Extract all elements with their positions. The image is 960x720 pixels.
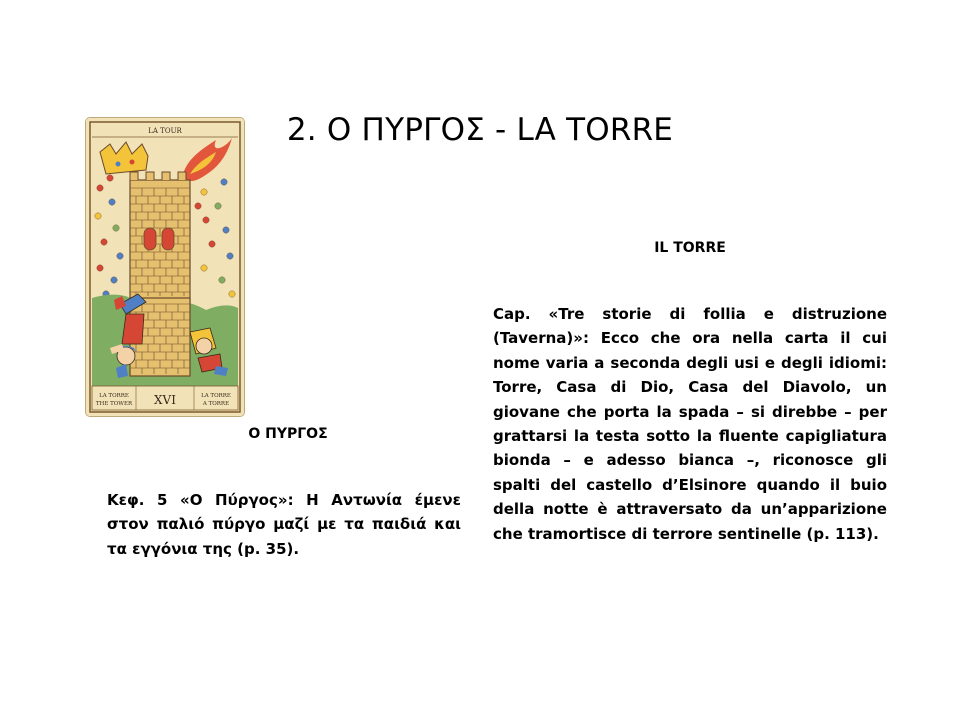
- card-bottom-left-label-line-1: LA TORRE: [99, 393, 129, 399]
- falling-dot: [111, 277, 117, 283]
- falling-dot: [221, 179, 227, 185]
- falling-dot: [107, 175, 113, 181]
- card-bottom-right-label-line-2: A TORRE: [202, 401, 230, 407]
- falling-dot: [95, 213, 101, 219]
- falling-dot: [113, 225, 119, 231]
- falling-dot: [201, 265, 207, 271]
- falling-dot: [229, 291, 235, 297]
- falling-dot: [203, 217, 209, 223]
- greek-section-label: Ο ΠΥΡΓΟΣ: [248, 426, 328, 442]
- falling-dot: [117, 253, 123, 259]
- falling-dot: [195, 203, 201, 209]
- crown-shape: [100, 142, 148, 174]
- italian-paragraph: Cap. «Tre storie di follia e distruzione (Taverna)»: Ecco che ora nella carta il cui nome varia a seconda degli usi e degli idiomi: Torre, Casa di Dio, Casa del Diavolo, un giovane che porta la spada – si direbbe – per grattarsi la testa sotto la fluente capigliatura bionda – e adesso bianca –, riconosce gli spalti del castello d’Elsinore quando il buio della notte è attraversato da un’apparizione che tramortisce di terrore sentinelle (p. 113).: [493, 305, 887, 543]
- card-numeral: XVI: [154, 393, 176, 407]
- falling-dot: [215, 203, 221, 209]
- falling-dot: [219, 277, 225, 283]
- falling-dot: [209, 241, 215, 247]
- falling-dot: [97, 265, 103, 271]
- falling-dot: [101, 239, 107, 245]
- falling-dot: [201, 189, 207, 195]
- card-bottom-left-label-line-2: THE TOWER: [95, 401, 133, 407]
- slide-title: 2. Ο ΠΥΡΓΟΣ - LA TORRE: [286, 112, 674, 148]
- falling-dot: [227, 253, 233, 259]
- falling-dot: [223, 227, 229, 233]
- card-top-label: LA TOUR: [148, 127, 182, 135]
- italian-section-label: IL TORRE: [654, 240, 726, 256]
- card-bottom-right-label-line-1: LA TORRE: [201, 393, 231, 399]
- falling-dot: [109, 199, 115, 205]
- falling-dot: [97, 185, 103, 191]
- greek-paragraph: Κεφ. 5 «Ο Πύργος»: Η Αντωνία έμενε στον παλιό πύργο μαζί με τα παιδιά και τα εγγόνια της (p. 35).: [107, 491, 461, 558]
- tarot-card-tower-image: [86, 118, 244, 416]
